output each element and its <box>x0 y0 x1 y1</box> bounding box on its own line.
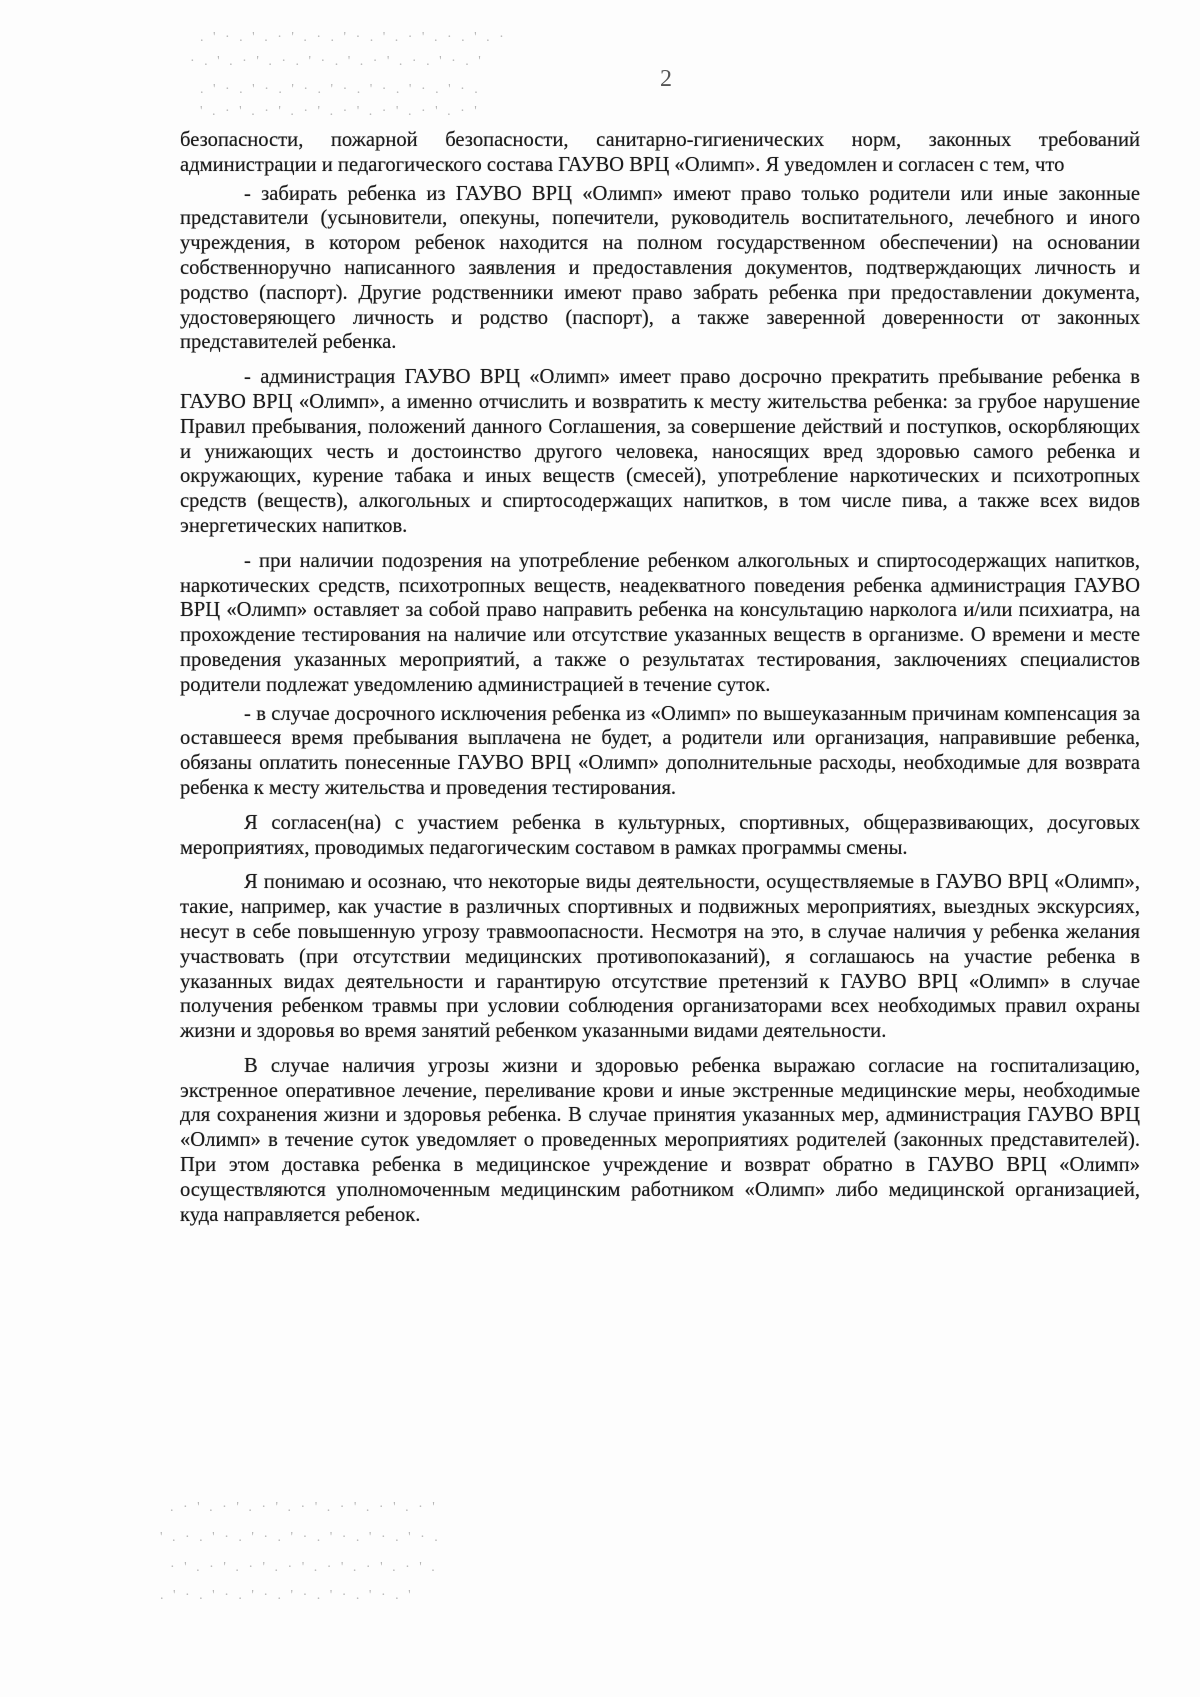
paragraph-medical-consent: В случае наличия угрозы жизни и здоровью ребенка выражаю согласие на госпитализацию, экстренное оперативное лечение, переливание крови и иные экстренные медицинские меры, необходимые для сохранения жизни и здоровья ребенка. В случае принятия указанных мер, администрация ГАУВО ВРЦ «Олимп» в течение суток уведомляет о проведенных мероприятиях родителей (законных представителей). При этом доставка ребенка в медицинское учреждение и возврат обратно в ГАУВО ВРЦ «Олимп» осуществляются уполномоченным медицинским работником «Олимп» либо медицинской организацией, куда направляется ребенок. <box>180 1054 1140 1226</box>
scan-noise-bottom-4: . ' · . ' · . ' · . ' · . ' · . ' · . ' <box>160 1588 414 1603</box>
paragraph-substance-testing: - при наличии подозрения на употребление ребенком алкогольных и спиртосодержащих напитков, наркотических средств, психотропных веществ, неадекватного поведения ребенка администрация ГАУВО ВРЦ «Олимп» оставляет за собой право направить ребенка на консультацию нарколога и/или психиатра, на прохождение тестирования на наличие или отсутствие указанных веществ в организме. О времени и месте проведения указанных мероприятий, а также о результатах тестирования, заключениях специалистов родители подлежат уведомлению администрацией в течение суток. <box>180 549 1140 696</box>
paragraph-injury-risk: Я понимаю и осознаю, что некоторые виды деятельности, осуществляемые в ГАУВО ВРЦ «Олимп», такие, например, как участие в различных спортивных и подвижных мероприятиях, выездных экскурсиях, несут в себе повышенную угрозу травмоопасности. Несмотря на это, в случае наличия у ребенка желания участвовать (при отсутствии медицинских противопоказаний), я соглашаюсь на участие ребенка в указанных видах деятельности и гарантирую отсутствие претензий к ГАУВО ВРЦ «Олимп» в случае получения ребенком травмы при условии соблюдения организаторами всех необходимых правил охраны жизни и здоровья во время занятий ребенком указанными видами деятельности. <box>180 871 1140 1043</box>
document-body <box>180 128 1140 1231</box>
scan-noise-top-3: . ' · . ' · . ' · . ' · . ' · . ' · . ' · . <box>200 82 481 97</box>
scan-noise-top-1: . ' · . ' . · ' . · . ' · . ' . · ' . · . ' . · <box>200 30 507 45</box>
scan-noise-bottom-2: ' . · . ' · . ' · . ' · . ' · . ' · . ' · . <box>160 1530 441 1545</box>
page-number: 2 <box>660 66 672 92</box>
paragraph-pickup-rights: - забирать ребенка из ГАУВО ВРЦ «Олимп» имеют право только родители или иные законные представители (усыновители, опекуны, попечители, руководитель воспитательного, лечебного и иного учреждения, в котором ребенок находится на полном государственном обеспечении) на основании собственноручно написанного заявления и предоставления документов, подтверждающих личность и родство (паспорт). Другие родственники имеют право забрать ребенка при предоставлении документа, удостоверяющего личность и родство (паспорт), а также заверенной доверенности от законных представителей ребенка. <box>180 182 1140 354</box>
paragraph-safety-intro: безопасности, пожарной безопасности, санитарно-гигиенических норм, законных требований администрации и педагогического состава ГАУВО ВРЦ «Олимп». Я уведомлен и согласен с тем, что <box>180 129 1140 176</box>
scan-noise-bottom-3: · ' . · ' . · ' . · ' . · ' . · ' . · ' . <box>170 1560 438 1575</box>
scan-noise-top-4: ' . · ' . · ' . · ' . · ' . · ' . · ' . · ' <box>200 104 480 119</box>
paragraph-compensation: - в случае досрочного исключения ребенка из «Олимп» по вышеуказанным причинам компенсация за оставшееся время пребывания выплачена не будет, а родители или организация, направившие ребенка, обязаны оплатить понесенные ГАУВО ВРЦ «Олимп» дополнительные расходы, необходимые для возврата ребенка к месту жительства и проведения тестирования. <box>180 702 1140 799</box>
scan-noise-bottom-1: . · ' . · ' . · ' . · ' . · ' . · ' . · ' <box>170 1500 438 1515</box>
scan-noise-top-2: · . ' . · ' . · . ' · . ' . · ' . · . ' · . ' <box>190 54 484 69</box>
paragraph-activities-consent: Я согласен(на) с участием ребенка в культурных, спортивных, общеразвивающих, досуговых мероприятиях, проводимых педагогическим составом в рамках программы смены. <box>180 811 1140 859</box>
paragraph-early-termination: - администрация ГАУВО ВРЦ «Олимп» имеет право досрочно прекратить пребывание ребенка в ГАУВО ВРЦ «Олимп», а именно отчислить и возвратить к месту жительства ребенка: за грубое нарушение Правил пребывания, положений данного Соглашения, за совершение действий и поступков, оскорбляющих и унижающих честь и достоинство другого человека, наносящих вред здоровью самого ребенка и окружающих, курение табака и иных веществ (смесей), употребление наркотических и психотропных средств (веществ), алкогольных и спиртосодержащих напитков, в том числе пива, а также всех видов энергетических напитков. <box>180 366 1140 537</box>
